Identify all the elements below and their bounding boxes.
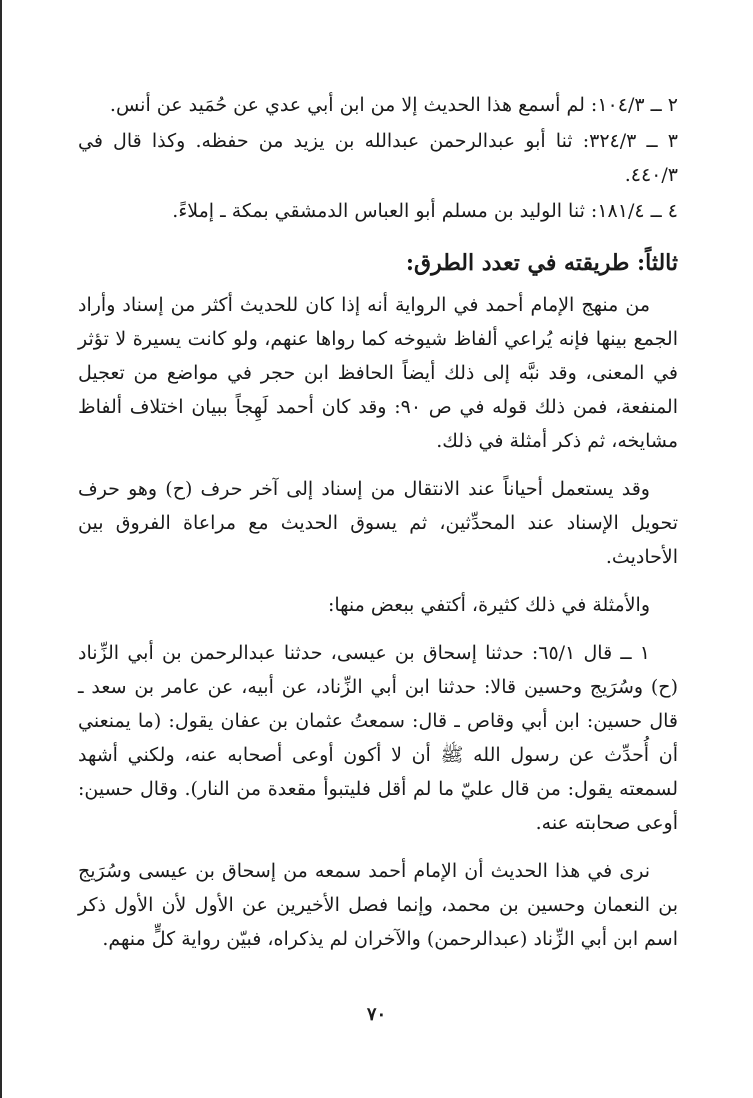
page-body <box>78 88 678 970</box>
footnote-4: ٤ ــ ١٨١/٤: ثنا الوليد بن مسلم أبو العباس الدمشقي بمكة ـ إملاءً. <box>172 200 678 222</box>
section-heading: ثالثاً: طريقته في تعدد الطرق: <box>405 250 678 276</box>
paragraph-example-1: ١ ــ قال ٦٥/١: حدثنا إسحاق بن عيسى، حدثنا عبدالرحمن بن أبي الزِّناد (ح) وسُرَيج وحسين قالا: حدثنا ابن أبي الزِّناد، عن أبيه، عن عامر بن سعد ـ قال حسين: ابن أبي وقاص ـ قال: سمعتُ عثمان بن عفان يقول: (ما يمنعني أن أُحدِّث عن رسول الله ﷺ أن لا أكون أوعى أصحابه عنه، ولكني أشهد لسمعته يقول: من قال عليّ ما لم أقل فليتبوأ مقعدة من النار). وقال حسين: أوعى صحابته عنه. <box>78 642 678 834</box>
paragraph-commentary: نرى في هذا الحديث أن الإمام أحمد سمعه من إسحاق بن عيسى وسُرَيج بن النعمان وحسين بن محمد، وإنما فصل الأخيرين عن الأول لأن الأول ذكر اسم ابن أبي الزِّناد (عبدالرحمن) والآخران لم يذكراه، فبيّن رواية كلٍّ منهم. <box>78 860 678 950</box>
footnote-3: ٣ ــ ٣٢٤/٣: ثنا أبو عبدالرحمن عبدالله بن يزيد من حفظه. وكذا قال في ٤٤٠/٣. <box>78 130 678 186</box>
paragraph-method: من منهج الإمام أحمد في الرواية أنه إذا كان للحديث أكثر من إسناد وأراد الجمع بينها فإنه يُراعي ألفاظ شيوخه كما رواها عنهم، ولو كانت يسيرة لا تؤثر في المعنى، وقد نبَّه إلى ذلك أيضاً الحافظ ابن حجر في مواضع من تعجيل المنفعة، فمن ذلك قوله في ص ٩٠: وقد كان أحمد لَهِجاً ببيان اختلاف ألفاظ مشايخه، ثم ذكر أمثلة في ذلك. <box>78 294 678 452</box>
footnote-2: ٢ ــ ١٠٤/٣: لم أسمع هذا الحديث إلا من ابن أبي عدي عن حُمَيد عن أنس. <box>109 94 678 116</box>
paragraph-examples-intro: والأمثلة في ذلك كثيرة، أكتفي ببعض منها: <box>327 594 650 616</box>
page-edge-rule <box>0 0 2 1098</box>
paragraph-tahwil: وقد يستعمل أحياناً عند الانتقال من إسناد إلى آخر حرف (ح) وهو حرف تحويل الإسناد عند المحدِّثين، ثم يسوق الحديث مع مراعاة الفروق بين الأحاديث. <box>78 478 678 568</box>
page-number: ٧٠ <box>366 1004 387 1025</box>
